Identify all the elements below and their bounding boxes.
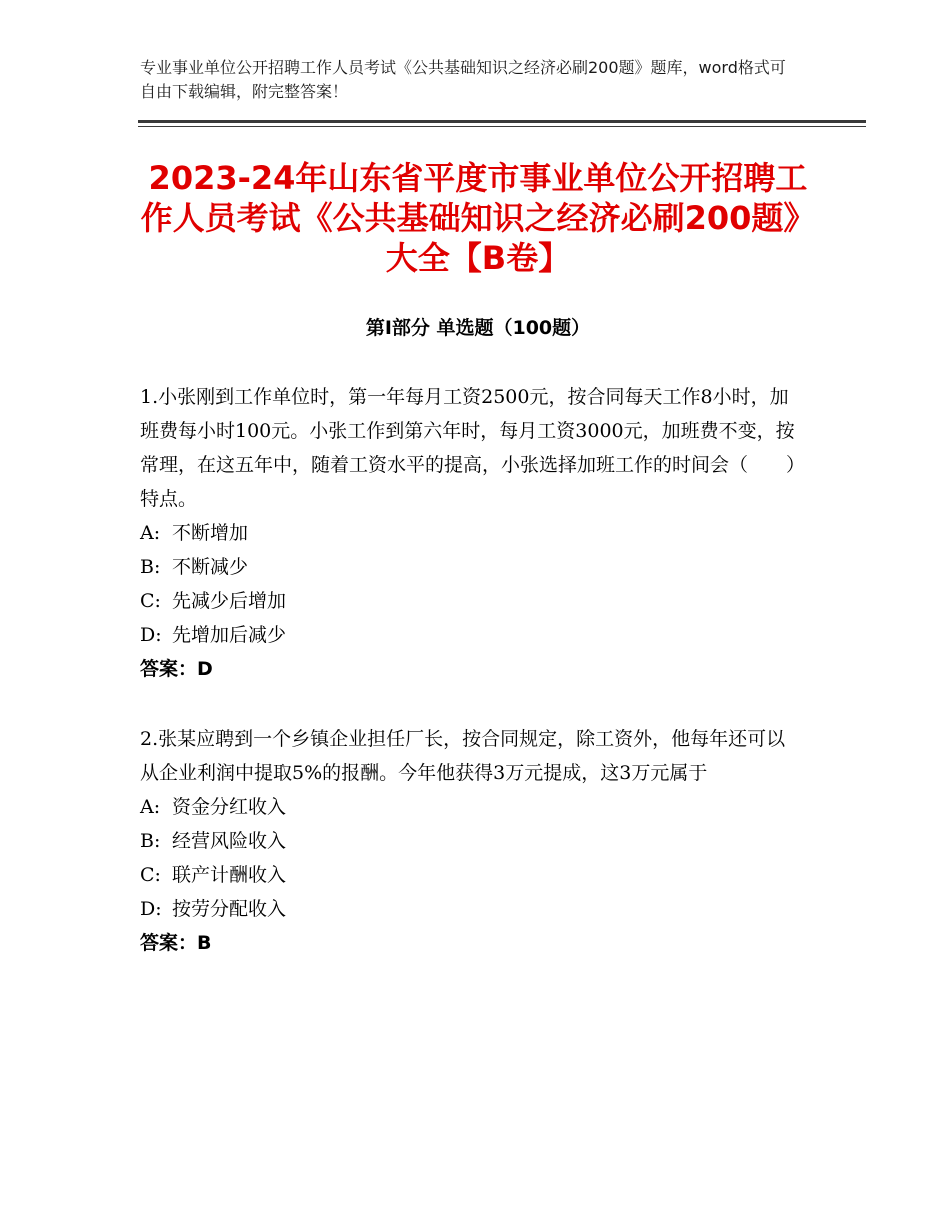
option-text: 先增加后减少 — [172, 624, 287, 646]
option-text: 经营风险收入 — [172, 830, 287, 852]
option-key: A: — [140, 796, 161, 818]
option-a — [140, 516, 800, 550]
option-text: 不断减少 — [172, 556, 249, 578]
option-text: 先减少后增加 — [172, 590, 287, 612]
option-key: B: — [140, 830, 161, 852]
option-key: D: — [140, 898, 162, 920]
question-2 — [140, 722, 800, 960]
option-key: C: — [140, 590, 161, 612]
option-text: 资金分红收入 — [172, 796, 287, 818]
option-key: D: — [140, 624, 162, 646]
option-c — [140, 858, 800, 892]
question-stem: 2.张某应聘到一个乡镇企业担任厂长，按合同规定，除工资外，他每年还可以从企业利润中提取5%的报酬。今年他获得3万元提成，这3万元属于 — [140, 728, 786, 784]
option-d — [140, 618, 800, 652]
answer: 答案：D — [140, 658, 213, 680]
header-note: 专业事业单位公开招聘工作人员考试《公共基础知识之经济必刷200题》题库，word格式可自由下载编辑，附完整答案！ — [140, 58, 786, 101]
header-rule-thick — [138, 120, 866, 123]
option-text: 按劳分配收入 — [172, 898, 287, 920]
document-title: 2023-24年山东省平度市事业单位公开招聘工作人员考试《公共基础知识之经济必刷200题》大全【B卷】 — [140, 159, 816, 277]
question-stem: 1.小张刚到工作单位时，第一年每月工资2500元，按合同每天工作8小时，加班费每小时100元。小张工作到第六年时，每月工资3000元，加班费不变，按常理，在这五年中，随着工资水平的提高，小张选择加班工作的时间会（ ）特点。 — [140, 386, 796, 510]
question-1 — [140, 380, 800, 686]
option-key: B: — [140, 556, 161, 578]
answer: 答案：B — [140, 932, 212, 954]
option-key: C: — [140, 864, 161, 886]
option-b — [140, 824, 800, 858]
option-text: 联产计酬收入 — [172, 864, 287, 886]
header-rule-thin — [138, 126, 866, 127]
option-c — [140, 584, 800, 618]
option-b — [140, 550, 800, 584]
section-title: 第Ⅰ部分 单选题（100题） — [365, 317, 591, 339]
option-text: 不断增加 — [172, 522, 249, 544]
option-key: A: — [140, 522, 161, 544]
option-d — [140, 892, 800, 926]
option-a — [140, 790, 800, 824]
